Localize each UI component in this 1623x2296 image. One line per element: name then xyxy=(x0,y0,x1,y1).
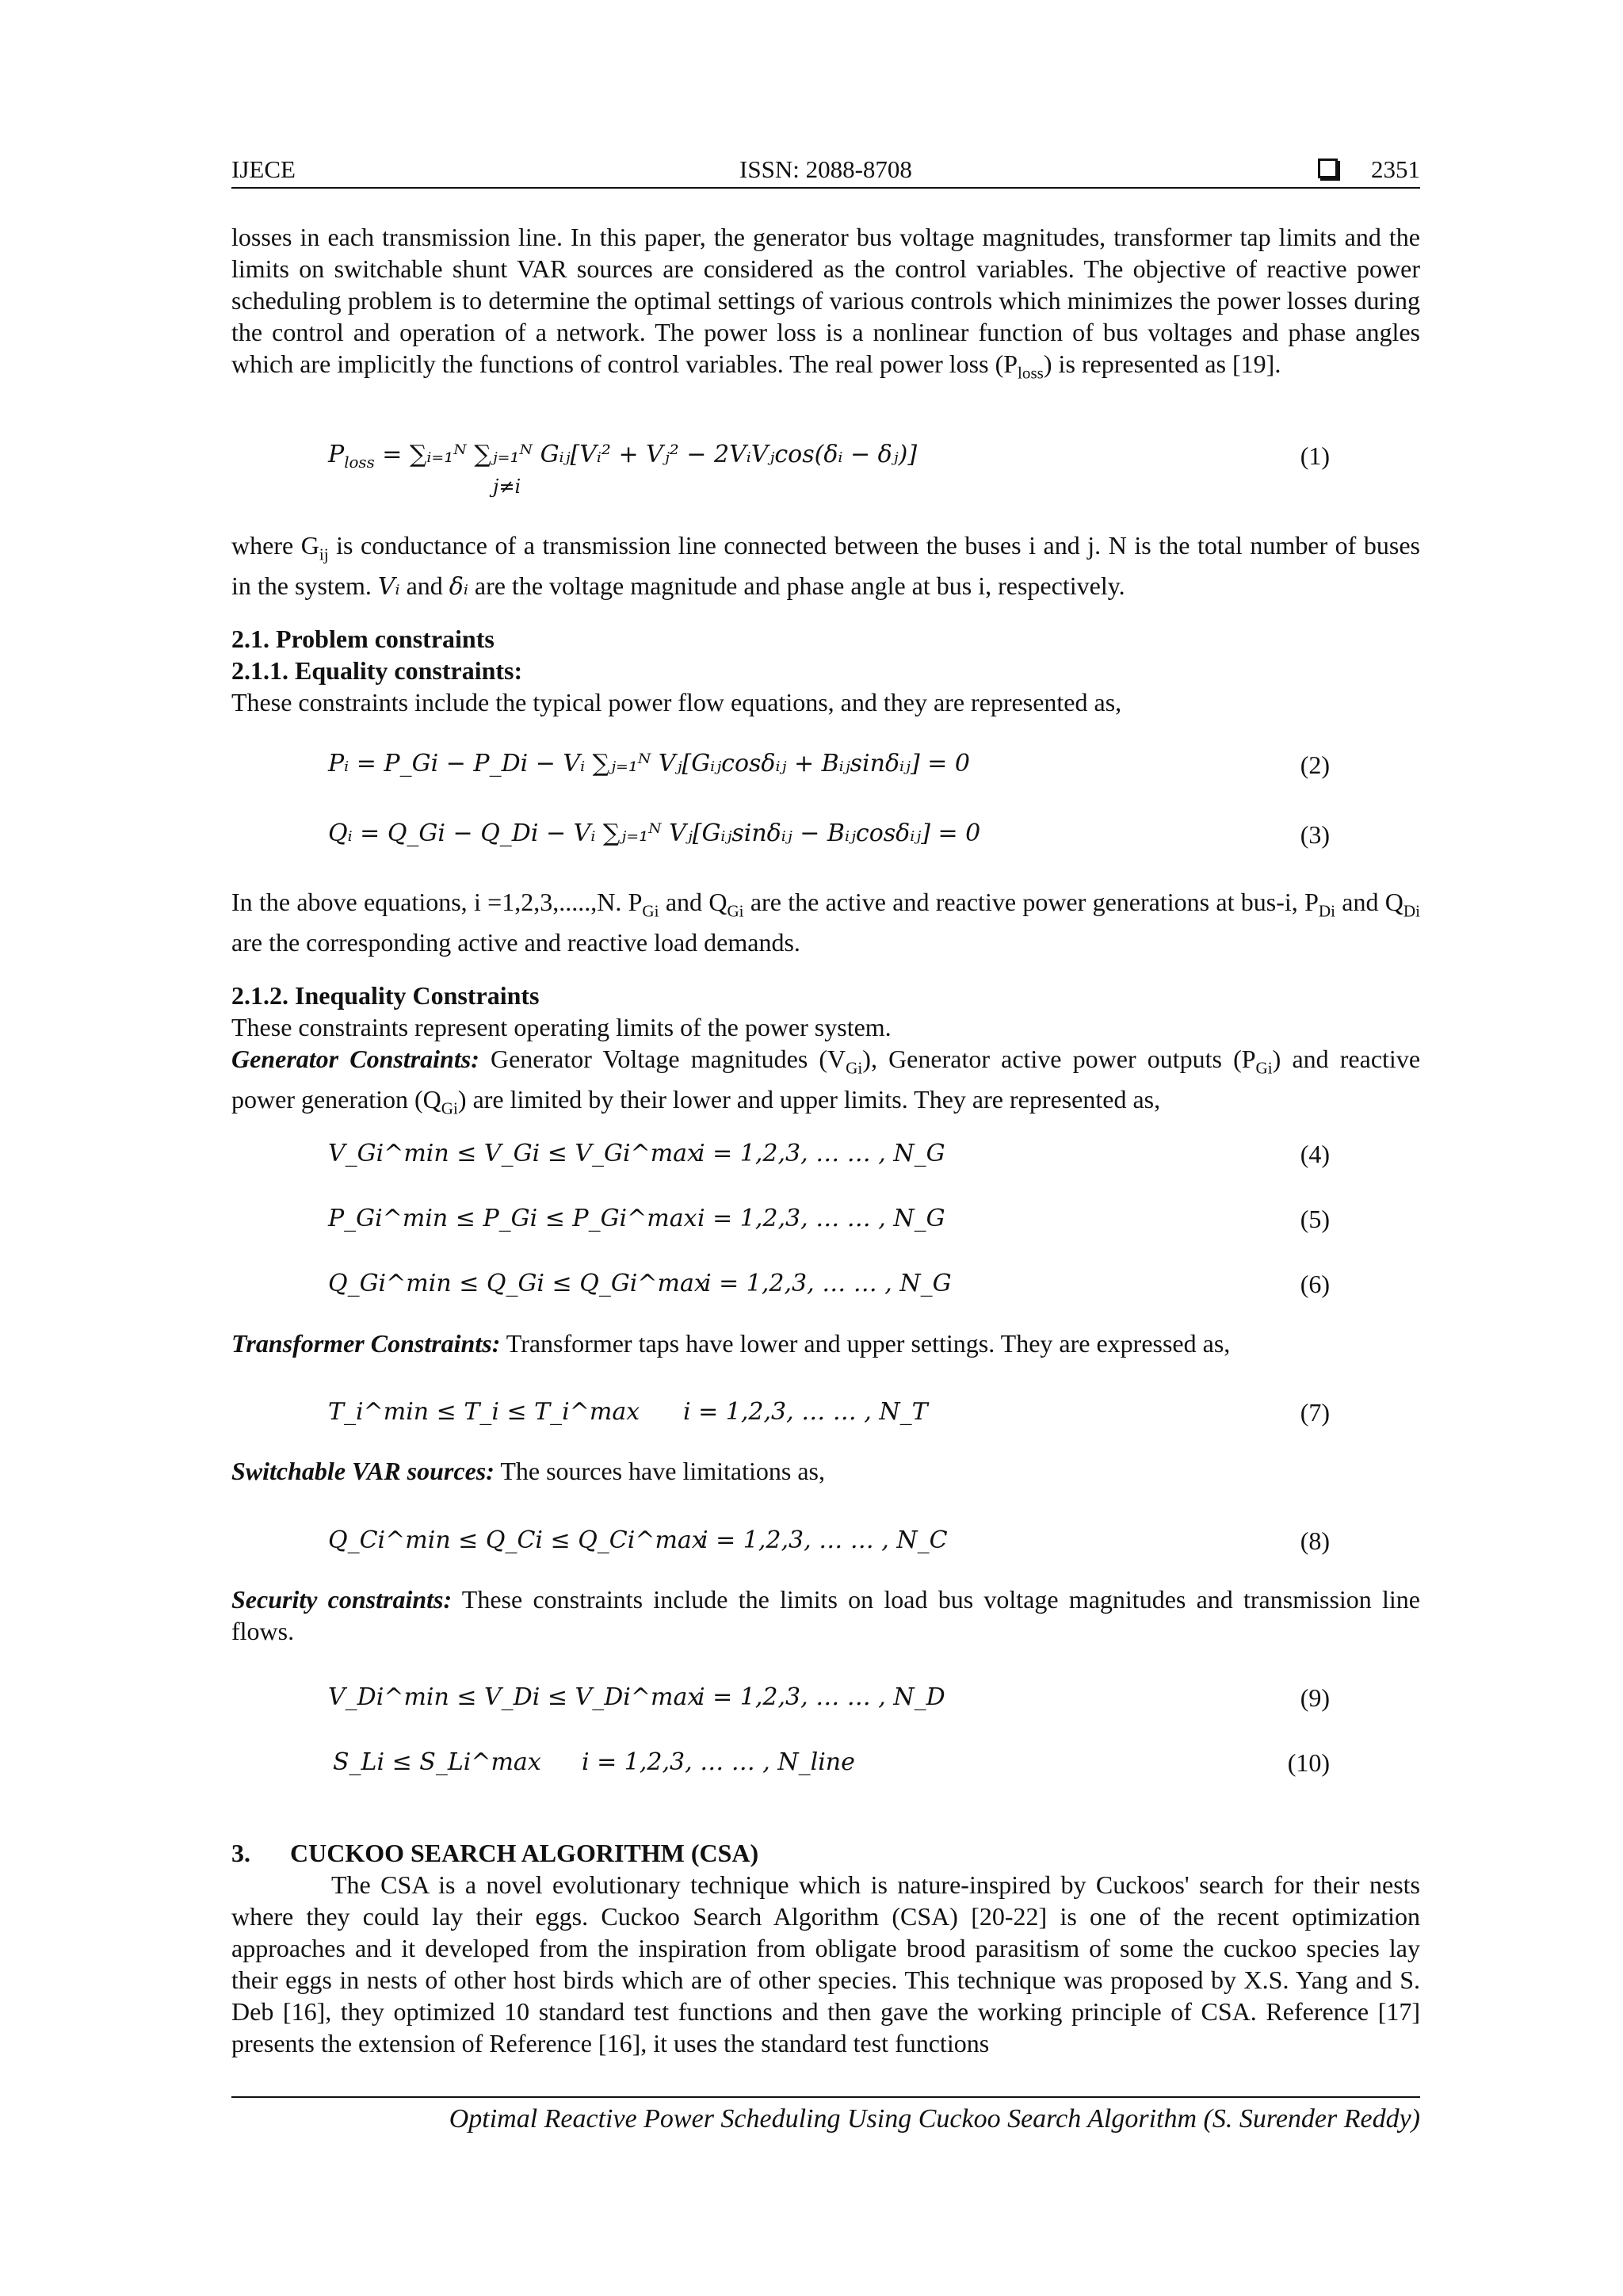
paragraph-equations: In the above equations, i =1,2,3,.....,N. $P_{Gi}$ and $Q_{Gi}$ are the active and reactive power generations at bus-i, $P_{Di}$ and $Q_{Di}$ are the corresponding active and reactive load demands. xyxy=(231,888,1421,957)
equation-5-inequality: P_Gi^min ≤ P_Gi ≤ P_Gi^max xyxy=(328,1205,697,1232)
running-footer: Optimal Reactive Power Scheduling Using Cuckoo Search Algorithm (S. Surender Reddy) xyxy=(449,2104,1420,2134)
equation-6-number: (6) xyxy=(1300,1270,1330,1298)
heading-section-3 xyxy=(231,1837,758,1869)
running-header xyxy=(231,152,1420,190)
equation-9-inequality: V_Di^min ≤ V_Di ≤ V_Di^max xyxy=(328,1683,701,1711)
equation-10-inequality: S_Li ≤ S_Li^max xyxy=(333,1748,541,1776)
equation-7-inequality: T_i^min ≤ T_i ≤ T_i^max xyxy=(328,1398,640,1426)
equation-9-number: (9) xyxy=(1300,1683,1330,1712)
equation-1: $P_{loss}$ = ∑ᵢ₌₁ᴺ ∑ⱼ₌₁ᴺ Gᵢⱼ[Vᵢ² + Vⱼ² − 2VᵢVⱼcos(δᵢ − δⱼ)] xyxy=(328,441,918,472)
equation-3: Qᵢ = Q_Gi − Q_Di − Vᵢ ∑ⱼ₌₁ᴺ Vⱼ[Gᵢⱼsinδᵢⱼ − Bᵢⱼcosδᵢⱼ] = 0 xyxy=(328,819,981,847)
equation-7-number: (7) xyxy=(1300,1398,1330,1427)
equation-9-index: i = 1,2,3, … … , N_D xyxy=(697,1683,945,1711)
heading-inequality-constraints: 2.1.2. Inequality Constraints xyxy=(231,981,540,1010)
journal-name: IJECE xyxy=(231,155,296,183)
page-number: 2351 xyxy=(1371,155,1420,183)
equation-10-number: (10) xyxy=(1287,1748,1330,1777)
heading-problem-constraints: 2.1. Problem constraints xyxy=(231,625,495,653)
equation-8-number: (8) xyxy=(1300,1526,1330,1555)
equation-1-summation-condition: j≠i xyxy=(493,476,521,498)
issn: ISSN: 2088-8708 xyxy=(739,155,912,183)
equation-2: Pᵢ = P_Gi − P_Di − Vᵢ ∑ⱼ₌₁ᴺ Vⱼ[Gᵢⱼcosδᵢⱼ + Bᵢⱼsinδᵢⱼ] = 0 xyxy=(328,750,970,777)
page-number-group xyxy=(1318,155,1420,184)
paragraph-conductance: where $G_{ij}$ is conductance of a transmission line connected between the buses i and j. N is the total number of buses in the system. Vᵢ and δᵢ are the voltage magnitude and phase angle at bus i, respectively. xyxy=(231,531,1421,602)
equation-8-index: i = 1,2,3, … … , N_C xyxy=(701,1526,948,1554)
equation-4-index: i = 1,2,3, … … , N_G xyxy=(697,1140,945,1167)
heading-equality-constraints: 2.1.1. Equality constraints: xyxy=(231,656,523,685)
equation-7-index: i = 1,2,3, … … , N_T xyxy=(683,1398,928,1426)
equation-6-index: i = 1,2,3, … … , N_G xyxy=(704,1270,952,1297)
footer-rule xyxy=(231,2096,1420,2098)
paragraph-losses: losses in each transmission line. In this paper, the generator bus voltage magnitudes, transformer tap limits and the limits on switchable shunt VAR sources are considered as the control variables. The objective of reactive power scheduling problem is to determine the optimal settings of various controls which minimizes the power losses during the control and operation of a network. The power loss is a nonlinear function of bus voltages and phase angles which are implicitly the functions of control variables. The real power loss $(P_{loss})$ is represented as [19]. xyxy=(231,223,1420,383)
paragraph-csa: The CSA is a novel evolutionary technique which is nature-inspired by Cuckoos' search for their nests where they could lay their eggs. Cuckoo Search Algorithm (CSA) [20-22] is one of the recent optimization approaches and it developed from the inspiration from obligate brood parasitism of some the cuckoo species lay their eggs in nests of other host birds which are of other species. This technique was proposed by X.S. Yang and S. Deb [16], they optimized 10 standard test functions and then gave the working principle of CSA. Reference [17] presents the extension of Reference [16], it uses the standard test functions xyxy=(231,1870,1420,2057)
equation-4-inequality: V_Gi^min ≤ V_Gi ≤ V_Gi^max xyxy=(328,1140,701,1167)
equation-5-number: (5) xyxy=(1300,1205,1330,1233)
inequality-intro: These constraints represent operating limits of the power system. xyxy=(231,1013,892,1041)
equation-5-index: i = 1,2,3, … … , N_G xyxy=(697,1205,945,1232)
section-3-title: CUCKOO SEARCH ALGORITHM (CSA) xyxy=(290,1839,759,1867)
equation-3-number: (3) xyxy=(1300,820,1330,849)
equation-2-number: (2) xyxy=(1300,751,1330,779)
paragraph-transformer-constraints: Transformer Constraints: Transformer taps have lower and upper settings. They are expressed as, xyxy=(231,1329,1231,1358)
checkbox-square-icon xyxy=(1318,159,1338,178)
equation-10-index: i = 1,2,3, … … , N_line xyxy=(582,1748,855,1776)
equality-intro: These constraints include the typical power flow equations, and they are represented as, xyxy=(231,688,1122,716)
equation-6-inequality: Q_Gi^min ≤ Q_Gi ≤ Q_Gi^max xyxy=(328,1270,708,1297)
equation-8-inequality: Q_Ci^min ≤ Q_Ci ≤ Q_Ci^max xyxy=(328,1526,705,1554)
equation-4-number: (4) xyxy=(1300,1140,1330,1168)
paragraph-var-sources: Switchable VAR sources: The sources have limitations as, xyxy=(231,1457,825,1485)
paragraph-generator-constraints: Generator Constraints: Generator Voltage magnitudes $(V_{Gi})$, Generator active power outputs $(P_{Gi})$ and reactive power generation $(Q_{Gi})$ are limited by their lower and upper limits. They are represented as, xyxy=(231,1045,1421,1118)
section-3-number: 3. xyxy=(231,1839,250,1867)
header-rule xyxy=(231,187,1420,189)
paragraph-security-constraints: Security constraints: These constraints include the limits on load bus voltage magnitudes and transmission line flows. xyxy=(231,1585,1421,1645)
equation-1-number: (1) xyxy=(1300,441,1330,470)
